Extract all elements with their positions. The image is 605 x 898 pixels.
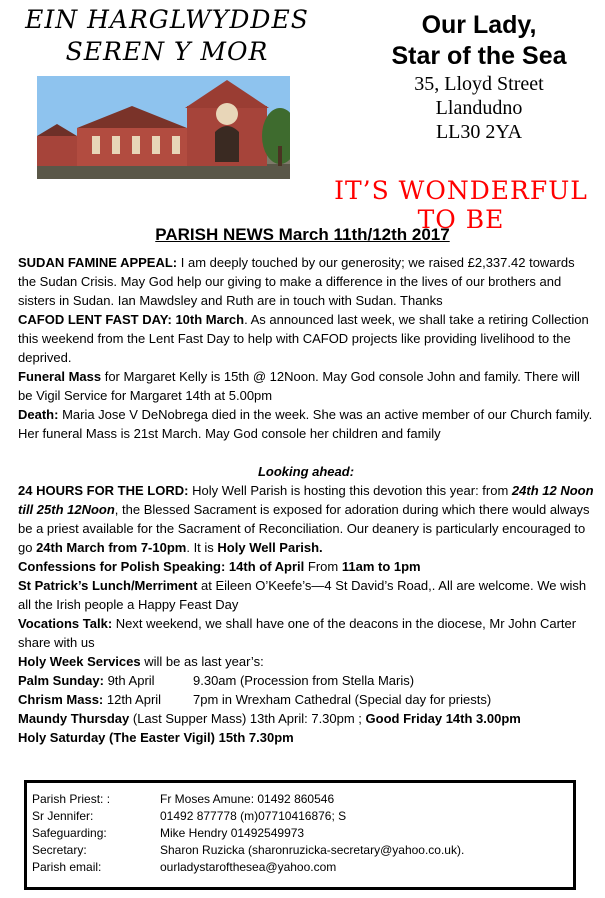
welsh-title-line1: EIN HARGLWYDDES <box>25 5 309 34</box>
holyweek-label: Holy Week Services <box>18 654 141 669</box>
item-holy-week <box>18 652 594 671</box>
contact-value: Mike Hendry 01492549973 <box>160 826 305 840</box>
palm-label: Palm Sunday: <box>18 673 104 688</box>
hours-text1: Holy Well Parish is hosting this devotion this year: from <box>188 483 512 498</box>
palm-date: 9th April <box>103 673 155 688</box>
maundy-label: Maundy Thursday <box>18 711 130 726</box>
holyweek-text: will be as last year’s: <box>140 654 264 669</box>
hours-parish: Holy Well Parish. <box>217 540 323 555</box>
palm-detail: 9.30am (Procession from Stella Maris) <box>193 673 415 688</box>
funeral-text: for Margaret Kelly is 15th @ 12Noon. May God console John and family. There will be Vigil Service for Margaret 14th at 5.00pm <box>18 369 580 403</box>
welsh-title <box>8 4 326 68</box>
church-photo <box>37 76 290 179</box>
contact-label: Parish email: <box>32 860 102 874</box>
cafod-text: . As announced last week, we shall take a retiring Collection this weekend from the Lent Fast Day to help with CAFOD projects like providing livelihood to the deprived. <box>18 312 589 365</box>
contact-row <box>32 859 464 876</box>
patrick-text: at Eileen O’Keefe’s—4 St David’s Road,. All are welcome. We wish all the Irish people a Happy Feast Day <box>18 578 587 612</box>
church-photo-drawing <box>37 76 290 179</box>
hours-label: 24 HOURS FOR THE LORD: <box>18 483 189 498</box>
item-st-patrick <box>18 576 594 614</box>
news-title <box>0 225 605 245</box>
address-street: 35, Lloyd Street <box>414 73 544 95</box>
item-polish-confessions <box>18 557 594 576</box>
hours-time: 24th March from 7-10pm <box>36 540 187 555</box>
looking-ahead-heading: Looking ahead: <box>257 464 355 479</box>
item-sudan <box>18 253 594 310</box>
item-holy-saturday <box>18 728 594 747</box>
contact-value[interactable]: ourladystarofthesea@yahoo.com <box>160 860 337 874</box>
news-body <box>18 253 594 747</box>
item-cafod <box>18 310 594 367</box>
maundy-text: (Last Supper Mass) 13th April: 7.30pm ; <box>129 711 366 726</box>
address-town: Llandudno <box>435 97 523 119</box>
contacts-box <box>24 780 576 890</box>
polish-label: Confessions for Polish Speaking: 14th of April <box>18 559 305 574</box>
vocations-text: Next weekend, we shall have one of the deacons in the diocese, Mr John Carter share with us <box>18 616 577 650</box>
death-text: Maria Jose V DeNobrega died in the week. She was an active member of our Church family. Her funeral Mass is 21st March. May God console her children and family <box>18 407 593 441</box>
contacts-table <box>32 791 464 876</box>
vocations-label: Vocations Talk: <box>18 616 113 631</box>
patrick-label: St Patrick’s Lunch/Merriment <box>18 578 198 593</box>
chrism-date: 12th April <box>103 692 162 707</box>
good-friday: Good Friday 14th 3.00pm <box>365 711 521 726</box>
contact-row <box>32 842 464 859</box>
item-vocations <box>18 614 594 652</box>
hours-text3: . It is <box>186 540 218 555</box>
item-death <box>18 405 594 443</box>
address-postcode: LL30 2YA <box>435 121 523 143</box>
hours-dates: 24th 12 Noon till 25th 12Noon <box>18 483 594 517</box>
church-name-line2: Star of the Sea <box>391 42 567 70</box>
contact-value: 01492 877778 (m)07710416876; S <box>160 809 347 823</box>
contact-row <box>32 825 464 842</box>
contact-value: Fr Moses Amune: 01492 860546 <box>160 792 335 806</box>
item-funeral <box>18 367 594 405</box>
hours-text2: , the Blessed Sacrament is exposed for adoration during which there would always be a priest available for the Sacrament of Reconciliation. Our deanery is particularly encouraged to go <box>18 502 590 555</box>
chrism-label: Chrism Mass: <box>18 692 104 707</box>
contact-label: Secretary: <box>32 843 87 857</box>
slogan: IT’S WONDERFUL TO BE <box>334 176 588 234</box>
news-title-text: PARISH NEWS March 11th/12th 2017 <box>155 225 450 244</box>
funeral-label: Funeral Mass <box>18 369 102 384</box>
contact-label: Safeguarding: <box>32 826 107 840</box>
polish-text: From <box>304 559 342 574</box>
polish-time: 11am to 1pm <box>341 559 421 574</box>
contact-value[interactable]: Sharon Ruzicka (sharonruzicka-secretary@yahoo.co.uk). <box>160 843 465 857</box>
church-title-block <box>360 10 598 144</box>
item-chrism-mass <box>18 690 594 709</box>
cafod-label: CAFOD LENT FAST DAY: 10th March <box>18 312 245 327</box>
contact-row <box>32 791 464 808</box>
sudan-label: SUDAN FAMINE APPEAL: <box>18 255 178 270</box>
contact-label: Sr Jennifer: <box>32 809 94 823</box>
contact-label: Parish Priest: : <box>32 792 111 806</box>
death-label: Death: <box>18 407 59 422</box>
item-palm-sunday <box>18 671 594 690</box>
sudan-text: I am deeply touched by our generosity; we raised £2,337.42 towards the Sudan Crisis. May God help our giving to make a difference in the lives of our brothers and sisters in Sudan. Ian Mawdsley and Ruth are in touch with Sudan. Thanks <box>18 255 575 308</box>
item-24-hours <box>18 481 594 557</box>
item-maundy <box>18 709 594 728</box>
chrism-detail: 7pm in Wrexham Cathedral (Special day for priests) <box>193 692 492 707</box>
contact-row <box>32 808 464 825</box>
holy-saturday: Holy Saturday (The Easter Vigil) 15th 7.30pm <box>18 730 294 745</box>
church-name-line1: Our Lady, <box>421 11 537 39</box>
welsh-title-line2: SEREN Y MOR <box>65 37 269 66</box>
